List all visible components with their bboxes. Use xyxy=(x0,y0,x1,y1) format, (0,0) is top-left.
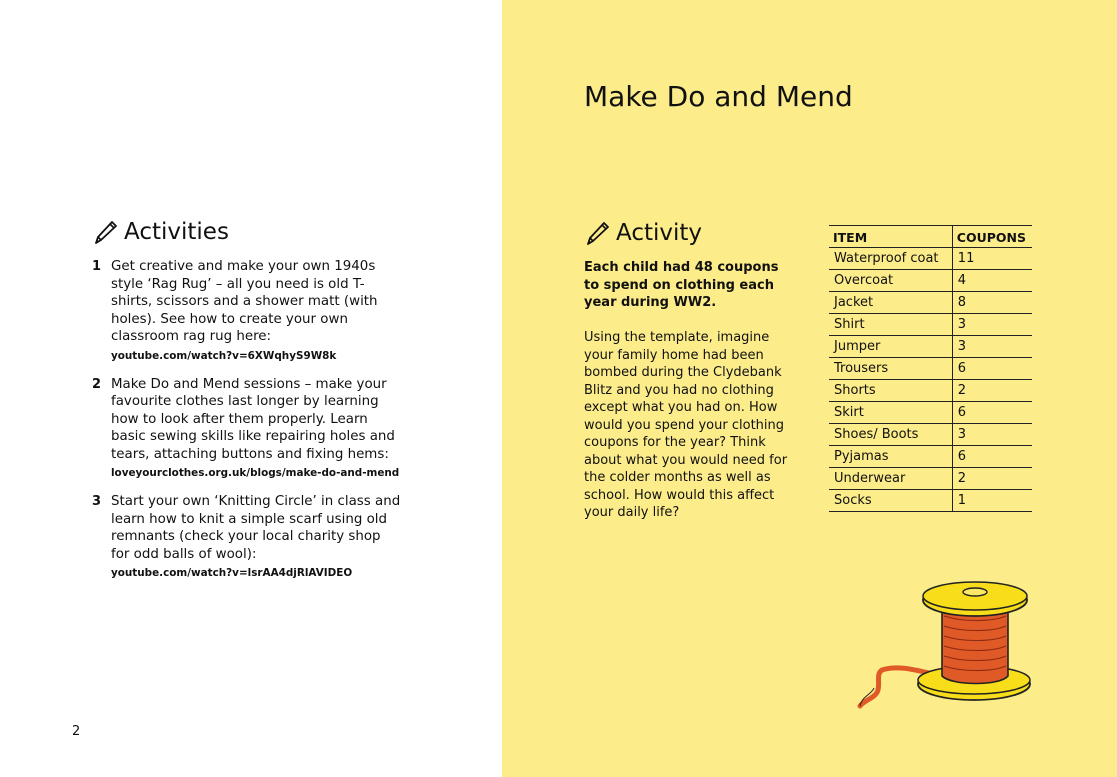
right-page xyxy=(502,0,1117,777)
coupons-cell: 2 xyxy=(952,380,1032,402)
item-cell: Skirt xyxy=(829,402,952,424)
item-cell: Jacket xyxy=(829,292,952,314)
knitting-link[interactable]: youtube.com/watch?v=lsrAA4djRlAVIDEO xyxy=(111,567,353,579)
item-cell: Pyjamas xyxy=(829,446,952,468)
table-row xyxy=(829,270,1032,292)
table-row xyxy=(829,402,1032,424)
item-cell: Socks xyxy=(829,490,952,512)
table-row xyxy=(829,490,1032,512)
table-row xyxy=(829,314,1032,336)
activity-heading xyxy=(584,219,702,247)
activity-intro: Each child had 48 coupons to spend on clothing each year during WW2. xyxy=(584,260,779,310)
activities-heading xyxy=(92,218,229,246)
table-row xyxy=(829,380,1032,402)
list-item xyxy=(92,258,402,362)
item-text: Make Do and Mend sessions – make your favourite clothes last longer by learning how to look after them properly. Learn basic sewing skills like repairing holes and tears, attaching buttons and fixing hems: xyxy=(111,376,395,462)
pencil-icon xyxy=(584,219,612,247)
table-row xyxy=(829,248,1032,270)
item-cell: Underwear xyxy=(829,468,952,490)
coupons-cell: 6 xyxy=(952,446,1032,468)
item-number: 3 xyxy=(92,494,102,509)
coupons-cell: 2 xyxy=(952,468,1032,490)
coupons-cell: 8 xyxy=(952,292,1032,314)
coupons-cell: 6 xyxy=(952,358,1032,380)
activity-heading-label: Activity xyxy=(616,220,703,246)
coupons-cell: 3 xyxy=(952,336,1032,358)
page-title: Make Do and Mend xyxy=(584,80,853,113)
item-text: Start your own ‘Knitting Circle’ in class and learn how to knit a simple scarf using old remnants (check your local charity shop for odd balls of wool): xyxy=(111,494,401,562)
coupons-cell: 3 xyxy=(952,424,1032,446)
column-header-item: ITEM xyxy=(829,226,952,248)
item-cell: Shoes/ Boots xyxy=(829,424,952,446)
coupons-cell: 3 xyxy=(952,314,1032,336)
coupons-cell: 11 xyxy=(952,248,1032,270)
left-page xyxy=(0,0,502,777)
column-header-coupons: COUPONS xyxy=(952,226,1032,248)
item-cell: Shorts xyxy=(829,380,952,402)
table-row xyxy=(829,446,1032,468)
list-item xyxy=(92,376,402,480)
item-number: 1 xyxy=(92,259,102,274)
item-cell: Overcoat xyxy=(829,270,952,292)
coupons-cell: 4 xyxy=(952,270,1032,292)
table-header-row xyxy=(829,226,1032,248)
activities-heading-label: Activities xyxy=(124,219,229,245)
table-row xyxy=(829,358,1032,380)
pencil-icon xyxy=(92,218,120,246)
table-row xyxy=(829,424,1032,446)
list-item xyxy=(92,493,402,579)
table-row xyxy=(829,468,1032,490)
item-cell: Jumper xyxy=(829,336,952,358)
activities-list xyxy=(92,258,402,593)
item-number: 2 xyxy=(92,376,102,392)
coupons-cell: 1 xyxy=(952,490,1032,512)
coupon-table xyxy=(829,225,1032,512)
item-cell: Waterproof coat xyxy=(829,248,952,270)
table-row xyxy=(829,336,1032,358)
rag-rug-link[interactable]: youtube.com/watch?v=6XWqhyS9W8k xyxy=(111,349,337,362)
table-row xyxy=(829,292,1032,314)
item-cell: Trousers xyxy=(829,358,952,380)
item-cell: Shirt xyxy=(829,314,952,336)
page-number: 2 xyxy=(72,724,81,739)
make-do-and-mend-link[interactable]: loveyourclothes.org.uk/blogs/make-do-and-mend xyxy=(111,467,400,479)
thread-spool-icon xyxy=(852,572,1032,712)
item-text: Get creative and make your own 1940s style ‘Rag Rug’ – all you need is old T-shirts, scissors and a shower matt (with holes). See how to create your own classroom rag rug here: xyxy=(111,259,378,344)
coupons-cell: 6 xyxy=(952,402,1032,424)
activity-body: Using the template, imagine your family home had been bombed during the Clydebank Blitz and you had no clothing except what you had on. How would you spend your clothing coupons for the year? Think about what you would need for the colder months as well as school. How would this affect your daily life? xyxy=(584,330,788,520)
